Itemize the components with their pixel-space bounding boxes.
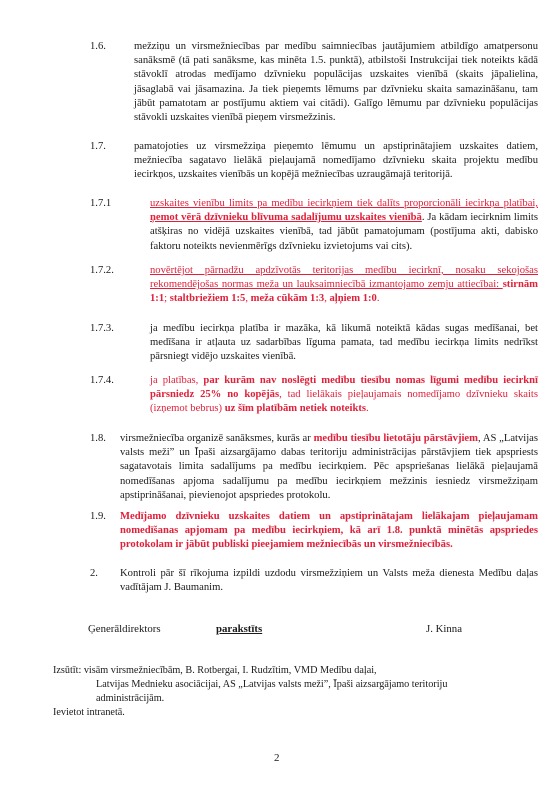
item-text xyxy=(134,40,538,125)
item-text-segment: ja platības, xyxy=(150,375,204,386)
item-text-segment: novērtējot pārnadžu apdzīvotās teritorijas medību iecirknī, nosaku sekojošas rekomendējošas normas meža un lauksaimniecībā izmantojamo zemju attiecībai: xyxy=(150,265,538,291)
item-text-segment: Medījamo dzīvnieku uzskaites datiem un apstiprinātajam lielākajam pieļaujamam nomedīšanas apjomam pa medību iecirkņiem, kā arī 1.8. punktā minētās apspriedes protokolam ir jābūt publiski pieejamiem mežniecībās un virsmežniecībās. xyxy=(120,511,538,551)
item-text xyxy=(120,567,538,595)
item-text-segment: , xyxy=(324,293,330,305)
item-text xyxy=(150,197,538,254)
item-text-segment: medību tiesību lietotāju pārstāvjiem xyxy=(313,433,478,444)
item-number: 1.7. xyxy=(90,141,106,152)
item-number: 2. xyxy=(90,568,98,579)
item-text-segment: , tad lielākais pieļaujamais nomedījamo dzīvnieku skaits (izņemot bebrus) xyxy=(150,389,538,415)
item-text-segment: stirnām 1:1 xyxy=(150,279,538,305)
item-number: 1.7.1 xyxy=(90,198,112,209)
signature-signed: parakstīts xyxy=(216,623,263,635)
distribution-line-3: administrācijām. xyxy=(96,693,165,704)
item-text-segment: aļņiem 1:0 xyxy=(329,293,377,305)
item-text-segment: ; xyxy=(164,293,170,305)
item-text-segment: par kurām nav noslēgti medību tiesību nomas līgumi medību iecirknī pārsniedz 25% no kopējās xyxy=(150,375,538,401)
item-text xyxy=(150,264,538,307)
item-number: 1.8. xyxy=(90,433,106,444)
item-text-segment: , xyxy=(245,293,251,305)
item-number: 1.7.2. xyxy=(90,265,114,276)
item-text-segment: . xyxy=(376,293,380,305)
item-number: 1.6. xyxy=(90,41,106,52)
signature-name: J. Kinna xyxy=(426,623,462,635)
page-number: 2 xyxy=(274,752,280,764)
item-text-segment: Kontroli pār šī rīkojuma izpildi uzdodu virsmežziņiem un Valsts meža dienesta Medību daļas vadītājam J. Baumanim. xyxy=(120,568,538,594)
item-number: 1.7.4. xyxy=(90,375,114,386)
distribution-line-2: Latvijas Mednieku asociācijai, AS „Latvijas valsts meži”, Īpaši aizsargājamo teritoriju xyxy=(96,679,448,690)
item-text-segment: ņemot vērā dzīvnieku blīvuma sadalījumu uzskaites vienībā xyxy=(150,212,422,224)
signature-position: Ģenerāldirektors xyxy=(88,623,161,635)
item-text xyxy=(150,374,538,417)
item-text-segment: pamatojoties uz virsmežziņa pieņemto lēmumu un apstiprinātajiem uzskaites datiem, mežniecība sagatavo lielākā pieļaujamā nomedījamo dzīvnieku skaita projektu medību iecirkņos, uzskaites vienībās un kopējā mežniecības uzraugāmajā teritorijā. xyxy=(134,141,538,181)
item-text-segment: staltbriežiem 1:5 xyxy=(169,293,246,305)
item-text-segment: virsmežniecība organizē sanāksmes, kurās ar xyxy=(120,433,314,444)
item-text-segment: meža cūkām 1:3 xyxy=(250,293,325,305)
item-text xyxy=(134,140,538,183)
item-text-segment: , AS „Latvijas valsts meži” un Īpaši aizsargājamo dabas teritoriju administrācijas pārstāvjiem tiek apspriests sagatavotais limita sadalījums pa medību iecirkņiem. Pēc apspriešanas lielākā pieļaujamā nomedīšanas apjoma sadalījumu pa medību iecirkņiem mežzinis iesniedz virsmežziņam apstiprināšanai, pievienojot apspriedes protokolu. xyxy=(120,433,538,501)
item-text-segment: ja medību iecirkņa platība ir mazāka, kā likumā noteiktā kādas sugas medīšanai, bet medīšana ir atļauta uz sadarbības līguma pamata, tad medību iecirkņa limits nedrīkst pārsniegt vidējo uzskaites vienībā. xyxy=(150,323,538,363)
item-text xyxy=(150,322,538,365)
item-number: 1.9. xyxy=(90,511,106,522)
distribution-line-1: Izsūtīt: visām virsmežniecībām, B. Rotbergai, I. Rudzītim, VMD Medību daļai, xyxy=(53,665,377,676)
item-text xyxy=(120,432,538,503)
item-text-segment: . Ja kādam iecirknim limits atšķiras no vidējā uzskaites vienībā, tad jābūt pamatojumam (postījuma akti, dabisko faktoru noteikts nevienmērīgs dzīvnieku izvietojums vai cits). xyxy=(150,212,538,252)
item-text-segment: uz šīm platībām netiek noteikts xyxy=(224,403,366,415)
item-text xyxy=(120,510,538,553)
item-number: 1.7.3. xyxy=(90,323,114,334)
item-text-segment: uzskaites vienību limits pa medību iecirkņiem tiek dalīts proporcionāli iecirkņa platībai, xyxy=(150,198,538,209)
intranet-note: Ievietot intranetā. xyxy=(53,707,125,718)
item-text-segment: mežziņu un virsmežniecības par medību saimniecības jautājumiem atbildīgo amatpersonu sanāksmē (tā pati sanāksme, kas minēta 1.5. punktā), atbilstoši Instrukcijai tiek noteikts kādā stāvoklī atrodas medījamo dzīvnieku populācijas uzskaites vienībā (skaits jāpalielina, jāsaglabā vai jāsamazina. Ja tiek pieņemts lēmums par dzīvnieku skaita samazināšanu, tam jābūt pamatotam ar postījumu aktiem vai citādi). Galīgo lēmumu par dzīvnieku populācijas stāvokli uzskaites vienībā pieņem virsmežzinis. xyxy=(134,41,538,124)
item-text-segment: . xyxy=(366,403,369,415)
